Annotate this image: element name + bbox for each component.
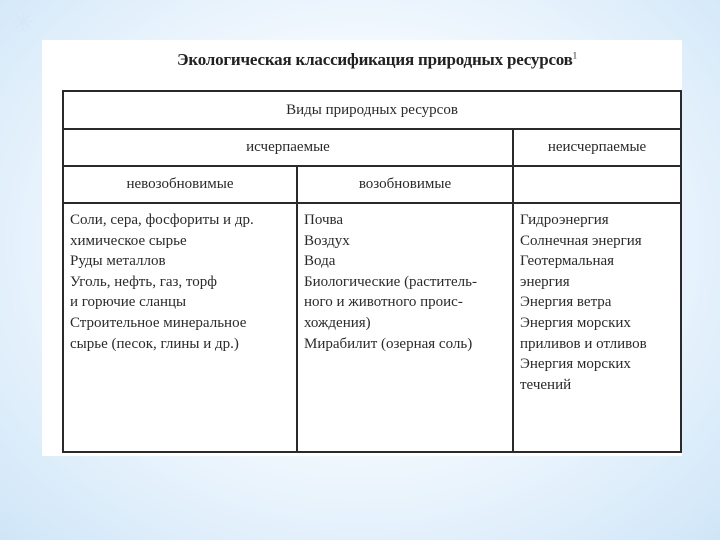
resources-table <box>62 90 682 453</box>
list-item: приливов и отливов <box>520 335 647 352</box>
empty-cell <box>513 166 681 203</box>
list-item: Солнечная энергия <box>520 232 642 249</box>
non-renewable-list <box>63 203 297 452</box>
inexhaustible-list <box>513 203 681 452</box>
renewable-list <box>297 203 513 452</box>
header-non-renewable: невозобновимые <box>63 166 297 203</box>
sparkle-decoration: ✳ <box>12 8 34 38</box>
page-title: Экологическая классификация природных ресурсов$^1$ <box>177 50 577 69</box>
list-item: течений <box>520 376 572 393</box>
header-resource-types: Виды природных ресурсов <box>63 91 681 129</box>
list-item: энергия <box>520 273 570 290</box>
list-item: Геотермальная <box>520 253 615 270</box>
list-item: Воздух <box>304 232 350 249</box>
list-item: Мирабилит (озерная соль) <box>304 335 473 352</box>
sparkle-decoration: ✳ <box>690 505 709 530</box>
list-item: Уголь, нефть, газ, торф <box>70 273 218 290</box>
list-item: Вода <box>304 253 336 270</box>
list-item: Руды металлов <box>70 253 166 270</box>
list-item: Почва <box>304 212 344 228</box>
list-item: и горючие сланцы <box>70 294 187 311</box>
list-item: Энергия ветра <box>520 294 612 311</box>
list-item: Биологические (раститель- <box>304 273 477 290</box>
list-item: сырье (песок, глины и др.) <box>70 335 239 352</box>
header-renewable: возобновимые <box>297 166 513 203</box>
list-item: Строительное минеральное <box>70 314 247 331</box>
list-item: Соли, сера, фосфориты и др. <box>70 212 254 228</box>
list-item: Гидроэнергия <box>520 212 609 228</box>
header-exhaustible: исчерпаемые <box>63 129 513 166</box>
list-item: химическое сырье <box>70 232 187 249</box>
list-item: ного и животного проис- <box>304 294 463 311</box>
slide-content <box>42 40 682 456</box>
list-item: Энергия морских <box>520 314 631 331</box>
list-item: Энергия морских <box>520 356 631 373</box>
list-item: хождения) <box>304 314 371 331</box>
header-inexhaustible: неисчерпаемые <box>513 129 681 166</box>
title-footnote: 1 <box>572 50 577 61</box>
